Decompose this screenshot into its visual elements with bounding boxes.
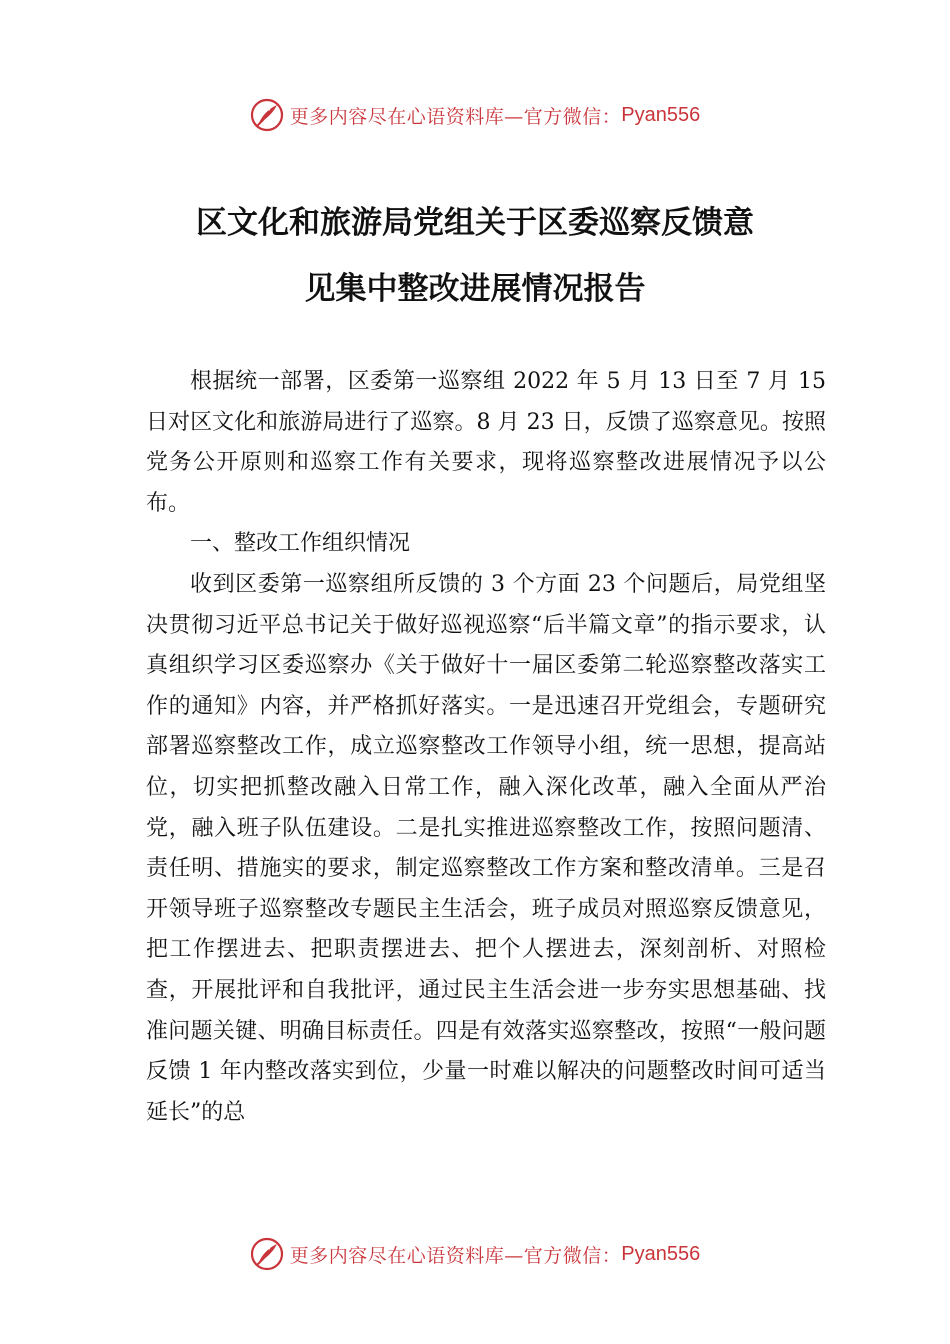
section-heading-1: 一、整改工作组织情况	[190, 531, 411, 557]
title-line-1: 区文化和旅游局党组关于区委巡察反馈意	[196, 205, 754, 241]
wechat-id: Pyan556	[621, 1242, 701, 1265]
quill-logo-icon	[250, 1237, 284, 1271]
title-line-2: 见集中整改进展情况报告	[304, 271, 646, 307]
watermark-text: 更多内容尽在心语资料库—官方微信：	[289, 1244, 622, 1267]
paragraph-intro: 根据统一部署，区委第一巡察组 2022 年 5 月 13 日至 7 月 15 日对区文化和旅游局进行了巡察。8 月 23 日，反馈了巡察意见。按照党务公开原则和巡察工作有关要求，现将巡察整改进展情况予以公布。	[146, 369, 826, 516]
document-title	[0, 190, 950, 322]
quill-logo-icon	[250, 98, 284, 132]
paragraph-organization: 收到区委第一巡察组所反馈的 3 个方面 23 个问题后，局党组坚决贯彻习近平总书记关于做好巡视巡察“后半篇文章”的指示要求，认真组织学习区委巡察办《关于做好十一届区委第二轮巡察整改落实工作的通知》内容，并严格抓好落实。一是迅速召开党组会，专题研究部署巡察整改工作，成立巡察整改工作领导小组，统一思想，提高站位，切实把抓整改融入日常工作，融入深化改革，融入全面从严治党，融入班子队伍建设。二是扎实推进巡察整改工作，按照问题清、责任明、措施实的要求，制定巡察整改工作方案和整改清单。三是召开领导班子巡察整改专题民主生活会，班子成员对照巡察反馈意见，把工作摆进去、把职责摆进去、把个人摆进去，深刻剖析、对照检查，开展批评和自我批评，通过民主生活会进一步夯实思想基础、找准问题关键、明确目标责任。四是有效落实巡察整改，按照“一般问题反馈 1 年内整改落实到位，少量一时难以解决的问题整改时间可适当延长”的总	[146, 571, 826, 1125]
header-watermark-banner	[0, 93, 950, 137]
document-body	[146, 362, 826, 1133]
wechat-id: Pyan556	[621, 103, 701, 126]
footer-watermark-banner	[0, 1232, 950, 1276]
watermark-text: 更多内容尽在心语资料库—官方微信：	[289, 105, 622, 128]
